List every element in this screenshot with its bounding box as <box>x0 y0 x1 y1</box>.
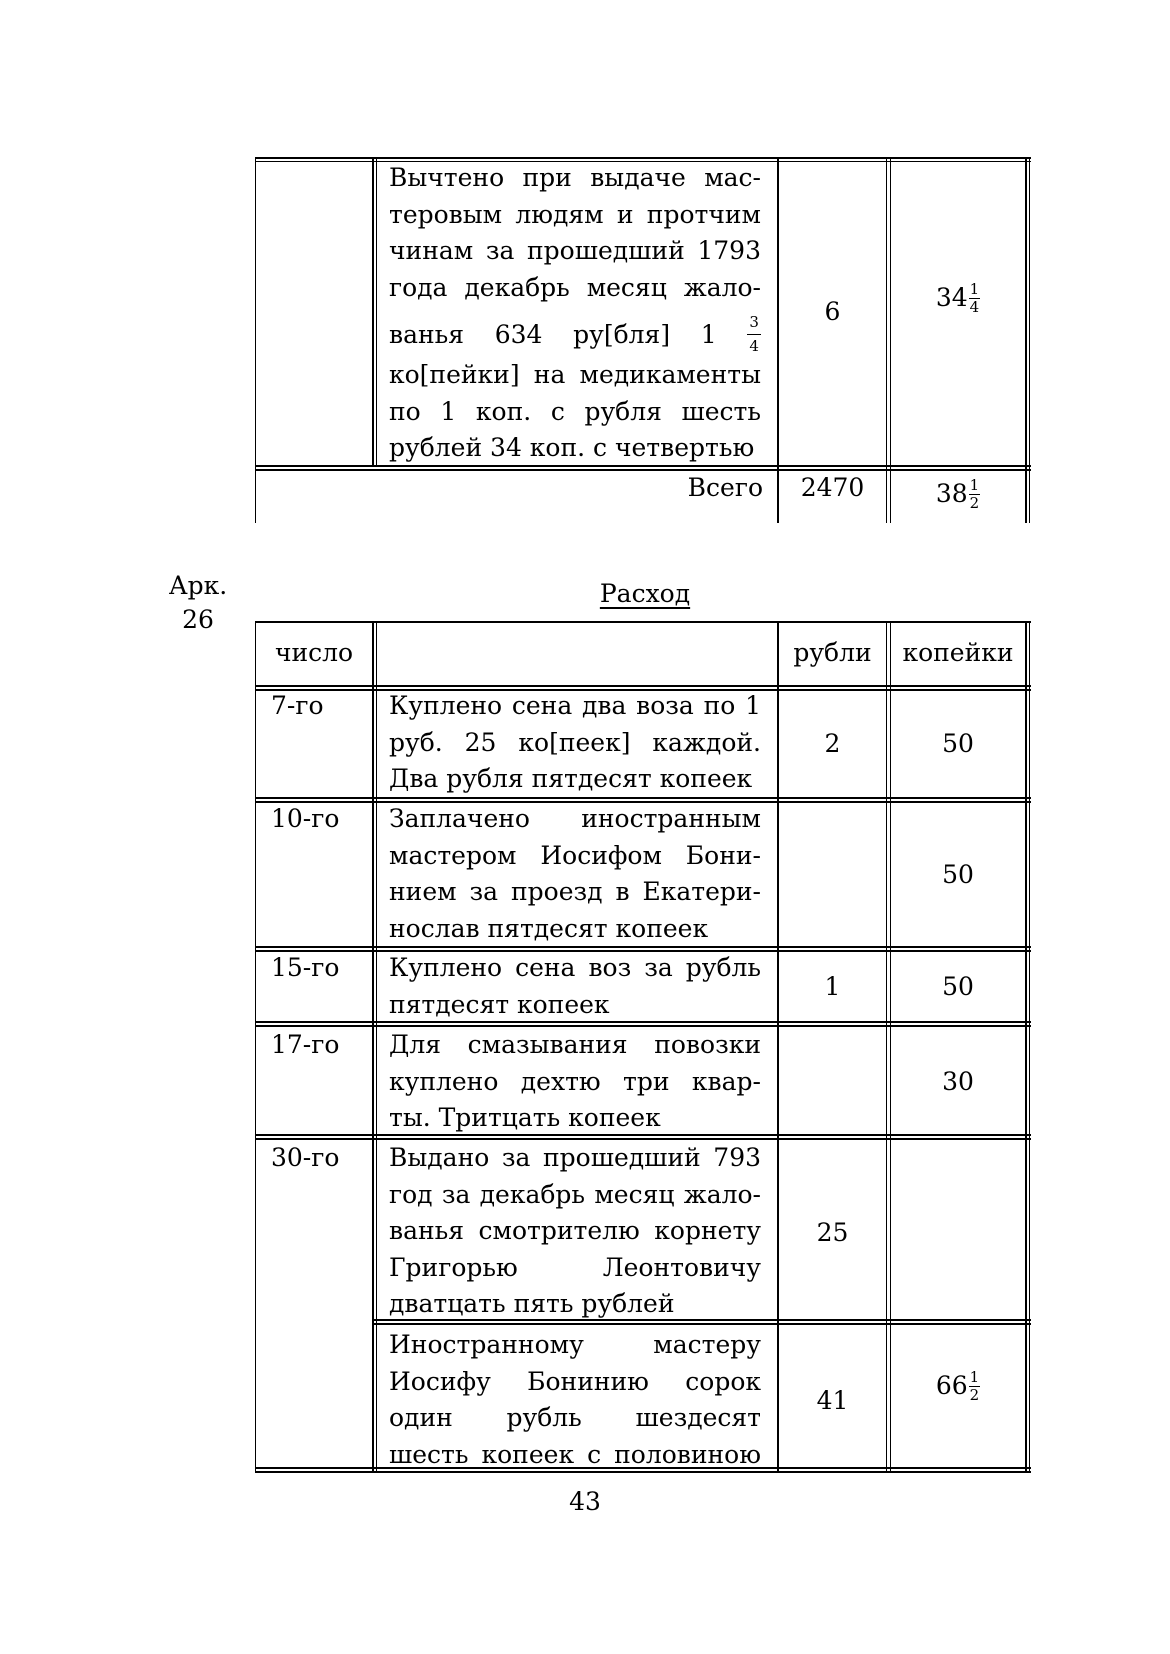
description-word: ру[бля] <box>573 319 671 349</box>
total-rubles: 2470 <box>800 473 865 502</box>
table-rule <box>372 1323 1031 1325</box>
kopecks-integer: 34 <box>935 283 968 312</box>
top-table-rule <box>372 157 374 467</box>
description-word: ванья <box>389 319 465 349</box>
row-day: 30-го <box>271 1143 340 1172</box>
fraction-denominator: 2 <box>969 1385 980 1404</box>
top-table-rule <box>886 157 887 467</box>
fraction <box>969 279 981 316</box>
row-kopecks: 50 <box>942 860 974 889</box>
row-day: 17-го <box>271 1030 340 1059</box>
description-line: мастером Иосифом Бони- <box>389 840 761 870</box>
description-line: Иностранному мастеру <box>389 1330 761 1359</box>
table-rule <box>376 621 377 1473</box>
description-line: Выдано за прошедший 793 <box>389 1143 761 1172</box>
description-line: Григорью Леонтовичу <box>389 1252 761 1282</box>
row-description <box>389 688 761 798</box>
table-rule <box>886 621 887 1473</box>
top-table-rule <box>1025 157 1027 467</box>
description-line: чинам за прошедший 1793 <box>389 236 761 265</box>
expense-title: Расход <box>599 579 691 608</box>
row-day: 10-го <box>271 804 340 833</box>
description-line: нием за проезд в Екатери- <box>389 877 761 906</box>
page-number: 43 <box>569 1487 601 1516</box>
fraction <box>969 475 981 512</box>
description-line: пятдесят копеек <box>389 989 610 1019</box>
table-rule <box>372 621 374 1473</box>
description-line: ванья смотрителю корнету <box>389 1216 761 1245</box>
row-description <box>389 1027 761 1137</box>
top-row-description-cont <box>389 357 761 467</box>
description-line: один рубль шездесят <box>389 1403 761 1432</box>
fraction-denominator: 4 <box>969 297 980 316</box>
row-description <box>389 950 761 1023</box>
description-line: шесть копеек с половиною <box>389 1439 761 1469</box>
fraction <box>747 314 761 355</box>
row-day: 15-го <box>271 953 340 982</box>
table-rule <box>1025 621 1027 1473</box>
row-description <box>389 1327 761 1473</box>
top-table-rule <box>1029 467 1030 523</box>
description-word: 634 <box>494 319 543 349</box>
rubles-cell: 6 <box>824 297 841 326</box>
description-line: Для смазывания повозки <box>389 1030 761 1059</box>
description-line: Куплено сена два воза по 1 <box>389 691 761 720</box>
row-rubles: 41 <box>816 1386 849 1415</box>
fraction-numerator: 1 <box>969 279 980 298</box>
description-line: Иосифу Бонинию сорок <box>389 1366 761 1396</box>
description-line: нослав пятдесят копеек <box>389 913 709 943</box>
row-description <box>389 1140 761 1323</box>
row-kopecks <box>891 1364 1025 1408</box>
kopecks-cell <box>891 278 1025 318</box>
top-table-rule <box>376 157 377 467</box>
top-row-description <box>389 160 761 306</box>
kopecks-integer: 66 <box>935 1371 968 1400</box>
description-line: Куплено сена воз за рубль <box>389 953 761 982</box>
fraction-denominator: 2 <box>969 493 980 512</box>
row-rubles: 2 <box>824 729 841 758</box>
description-line: Заплачено иностранным <box>389 804 761 833</box>
margin-note-line1: Арк. <box>168 571 228 600</box>
description-line: год за декабрь месяц жало- <box>389 1179 761 1209</box>
description-line: ко[пейки] на медикаменты <box>389 360 761 389</box>
description-line-with-fraction <box>389 308 761 360</box>
description-line: руб. 25 ко[пеек] каждой. <box>389 727 761 757</box>
top-table-rule <box>886 467 887 523</box>
fraction-numerator: 1 <box>969 475 980 494</box>
description-line: года декабрь месяц жало- <box>389 272 761 302</box>
fraction-numerator: 3 <box>747 314 761 335</box>
row-kopecks: 30 <box>942 1067 974 1096</box>
total-kopecks <box>891 472 1025 516</box>
table-rule <box>1029 621 1030 1473</box>
margin-note-line2: 26 <box>182 605 214 634</box>
header-kopecks: копейки <box>902 638 1014 667</box>
row-kopecks: 50 <box>942 729 974 758</box>
fraction <box>969 1367 981 1404</box>
fraction-denominator: 4 <box>749 336 759 355</box>
header-day: число <box>274 638 354 667</box>
top-table-rule <box>1029 157 1030 467</box>
top-table-rule <box>1025 467 1027 523</box>
kopecks-integer: 38 <box>935 479 968 508</box>
total-label: Всего <box>687 473 763 502</box>
description-line: куплено дехтю три квар- <box>389 1066 761 1096</box>
description-line: дватцать пять рублей <box>389 1289 675 1318</box>
description-line: Вычтено при выдаче мас- <box>389 163 761 192</box>
row-kopecks: 50 <box>942 972 974 1001</box>
description-line: Два рубля пятдесят копеек <box>389 764 753 793</box>
row-description <box>389 801 761 947</box>
fraction-numerator: 1 <box>969 1367 980 1386</box>
top-table-rule <box>255 157 256 467</box>
top-table-rule <box>255 467 256 523</box>
description-line: теровым людям и протчим <box>389 199 761 229</box>
row-rubles: 1 <box>824 972 841 1001</box>
description-line: рублей 34 коп. с четвертью <box>389 433 755 462</box>
description-line: по 1 коп. с рубля шесть <box>389 396 761 426</box>
row-rubles: 25 <box>816 1218 849 1247</box>
table-rule <box>255 621 256 1473</box>
description-line: ты. Тритцать копеек <box>389 1103 661 1132</box>
row-day: 7-го <box>271 691 324 720</box>
header-rubles: рубли <box>793 638 872 667</box>
description-word: 1 <box>700 319 717 349</box>
